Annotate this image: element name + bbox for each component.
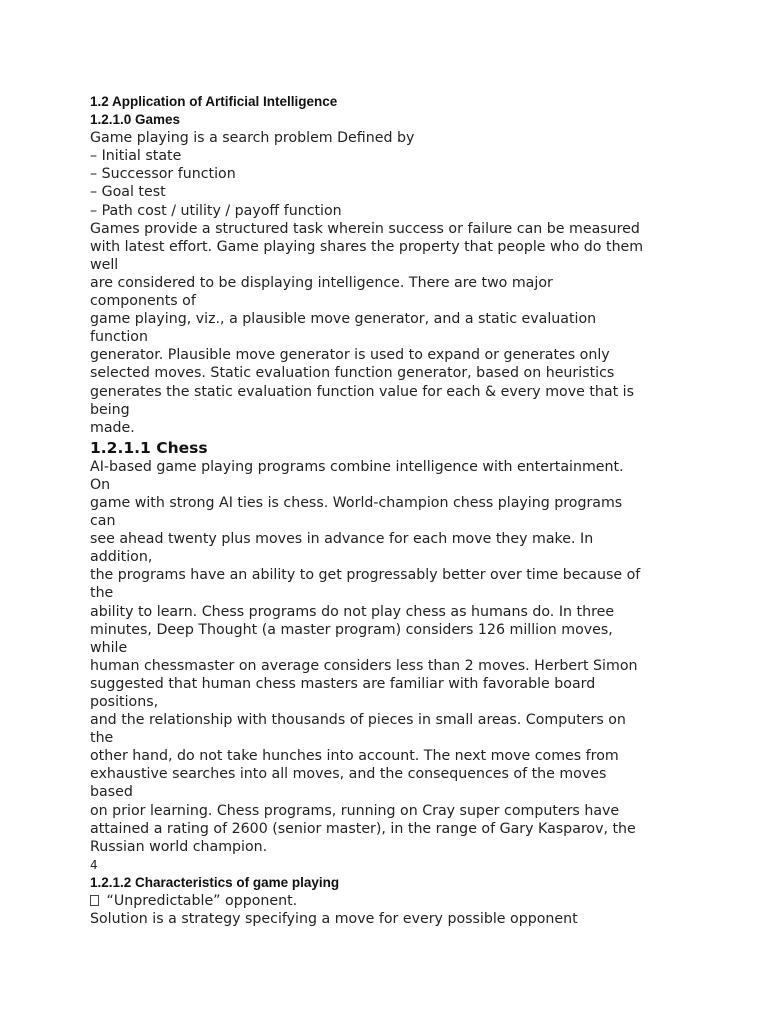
text-line: – Initial state xyxy=(90,148,182,165)
text-line: while xyxy=(90,639,128,656)
text-line: the xyxy=(90,730,114,747)
text-line: exhaustive searches into all moves, and the consequences of the moves xyxy=(90,766,607,783)
text-line: Game playing is a search problem Defined by xyxy=(90,130,415,147)
text-line: function xyxy=(90,329,148,346)
heading-application-ai: 1.2 Application of Artificial Intelligence xyxy=(90,94,338,109)
missing-glyph-bullet-icon xyxy=(90,895,99,906)
text-line: – Path cost / utility / payoff function xyxy=(90,202,342,219)
text-line: generator. Plausible move generator is used to expand or generates only xyxy=(90,347,610,364)
text-line: on prior learning. Chess programs, running on Cray super computers have xyxy=(90,802,620,819)
chess-paragraph xyxy=(90,458,690,856)
text-line: are considered to be displaying intelligence. There are two major xyxy=(90,274,553,291)
text-line: can xyxy=(90,513,116,530)
text-line: components of xyxy=(90,293,196,310)
page-number: 4 xyxy=(90,857,98,872)
text-line: game playing, viz., a plausible move generator, and a static evaluation xyxy=(90,311,597,328)
text-line: AI-based game playing programs combine intelligence with entertainment. xyxy=(90,458,624,475)
heading-games: 1.2.1.0 Games xyxy=(90,112,181,128)
text-line: positions, xyxy=(90,694,159,710)
text-line: addition, xyxy=(90,549,153,566)
heading-characteristics: 1.2.1.2 Characteristics of game playing xyxy=(90,874,340,890)
heading-chess: 1.2.1.1 Chess xyxy=(90,438,208,457)
text-line: attained a rating of 2600 (senior master), in the range of Gary Kasparov, the xyxy=(90,820,636,837)
text-line: On xyxy=(90,476,111,493)
text-line: the xyxy=(90,585,114,602)
text-line: – Successor function xyxy=(90,166,236,183)
text-line: Russian world champion. xyxy=(90,838,268,855)
document-page xyxy=(90,93,690,928)
text-line: suggested that human chess masters are familiar with favorable board xyxy=(90,675,596,692)
text-line: well xyxy=(90,256,119,273)
text-line: based xyxy=(90,784,133,801)
text-line: human chessmaster on average considers less than 2 moves. Herbert Simon xyxy=(90,657,638,674)
bullet-text: “Unpredictable” opponent. xyxy=(102,893,298,910)
text-line: game with strong AI ties is chess. World-champion chess playing programs xyxy=(90,494,623,511)
text-line: – Goal test xyxy=(90,184,166,201)
text-line: being xyxy=(90,401,130,418)
text-line: generates the static evaluation function value for each & every move that is xyxy=(90,383,634,400)
text-line: Solution is a strategy specifying a move for every possible opponent xyxy=(90,911,578,928)
text-line: see ahead twenty plus moves in advance for each move they make. In xyxy=(90,531,594,548)
text-line: and the relationship with thousands of pieces in small areas. Computers on xyxy=(90,712,626,729)
text-line: minutes, Deep Thought (a master program) considers 126 million moves, xyxy=(90,621,613,638)
text-line: Games provide a structured task wherein success or failure can be measured xyxy=(90,220,640,237)
text-line: made. xyxy=(90,419,135,436)
text-line: ability to learn. Chess programs do not play chess as humans do. In three xyxy=(90,603,615,620)
bullet-item xyxy=(90,892,690,910)
text-line: the programs have an ability to get progressably better over time because of xyxy=(90,567,641,584)
text-line: other hand, do not take hunches into account. The next move comes from xyxy=(90,748,619,765)
text-line: with latest effort. Game playing shares the property that people who do them xyxy=(90,238,644,255)
games-paragraph xyxy=(90,129,690,437)
text-line: selected moves. Static evaluation function generator, based on heuristics xyxy=(90,365,615,382)
